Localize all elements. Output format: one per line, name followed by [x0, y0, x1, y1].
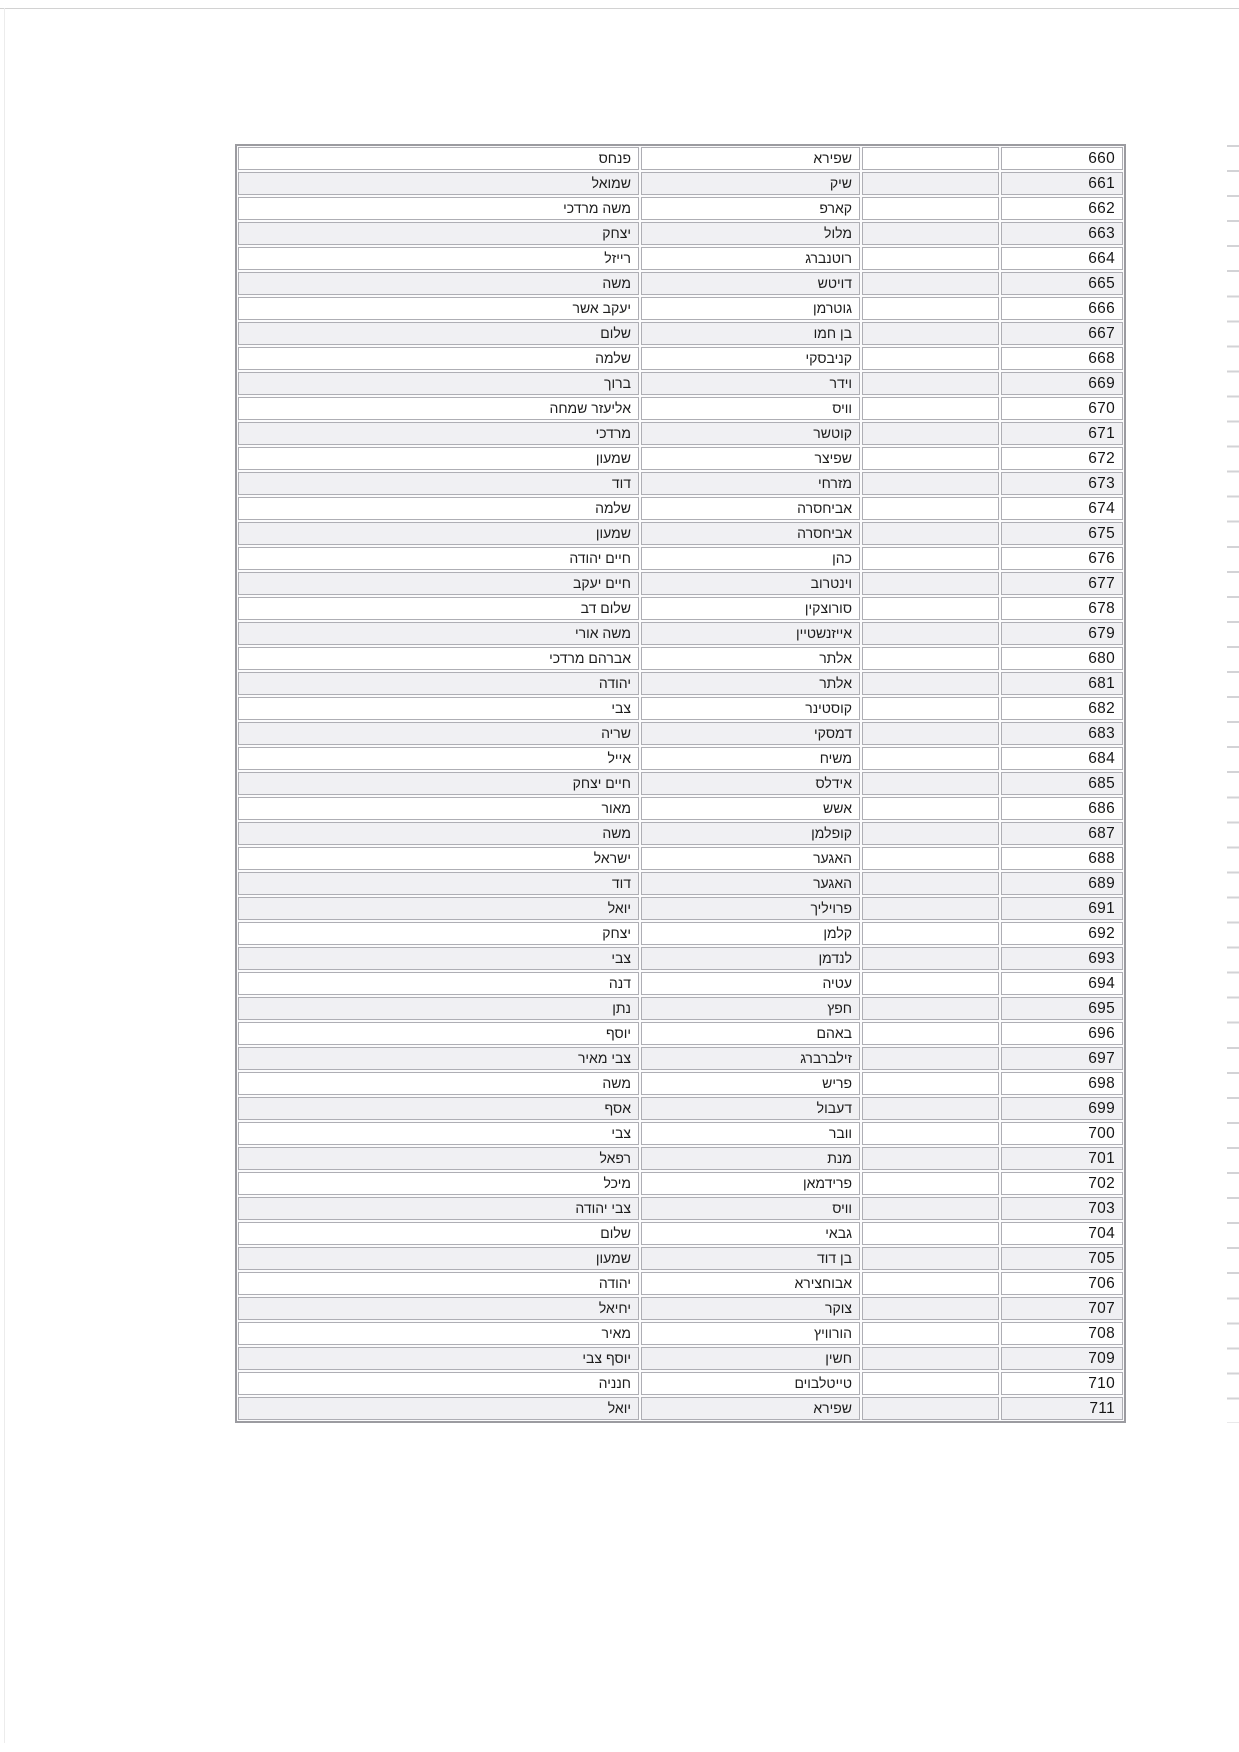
row-number-cell: 679: [1001, 622, 1123, 645]
row-first-name-cell: שלמה: [238, 347, 639, 370]
row-surname-cell: וובר: [641, 1122, 860, 1145]
row-first-name-cell: אברהם מרדכי: [238, 647, 639, 670]
row-first-name-cell: חנניה: [238, 1372, 639, 1395]
table-row: [238, 297, 1123, 320]
row-number-cell: 707: [1001, 1297, 1123, 1320]
row-number-cell: 705: [1001, 1247, 1123, 1270]
table-row: [238, 397, 1123, 420]
row-blank-cell: [862, 1347, 999, 1370]
row-first-name-cell: יחיאל: [238, 1297, 639, 1320]
row-surname-cell: קוסטינר: [641, 697, 860, 720]
table-row: [238, 222, 1123, 245]
row-number-cell: 688: [1001, 847, 1123, 870]
name-roster-table: [236, 145, 1125, 1422]
row-blank-cell: [862, 597, 999, 620]
row-surname-cell: מנת: [641, 1147, 860, 1170]
row-blank-cell: [862, 872, 999, 895]
row-first-name-cell: יצחק: [238, 222, 639, 245]
row-first-name-cell: שמעון: [238, 1247, 639, 1270]
row-blank-cell: [862, 1022, 999, 1045]
row-surname-cell: וינטרוב: [641, 572, 860, 595]
row-first-name-cell: יעקב אשר: [238, 297, 639, 320]
row-number-cell: 710: [1001, 1372, 1123, 1395]
row-blank-cell: [862, 1272, 999, 1295]
row-surname-cell: אביחסרה: [641, 522, 860, 545]
row-first-name-cell: יצחק: [238, 922, 639, 945]
table-row: [238, 1072, 1123, 1095]
row-first-name-cell: מרדכי: [238, 422, 639, 445]
table-row: [238, 1047, 1123, 1070]
row-surname-cell: קלמן: [641, 922, 860, 945]
row-blank-cell: [862, 422, 999, 445]
row-blank-cell: [862, 272, 999, 295]
row-number-cell: 701: [1001, 1147, 1123, 1170]
table-row: [238, 172, 1123, 195]
row-blank-cell: [862, 1297, 999, 1320]
row-first-name-cell: יואל: [238, 1397, 639, 1420]
row-surname-cell: זילברברג: [641, 1047, 860, 1070]
row-number-cell: 676: [1001, 547, 1123, 570]
row-blank-cell: [862, 572, 999, 595]
row-blank-cell: [862, 247, 999, 270]
row-surname-cell: גבאי: [641, 1222, 860, 1245]
table-row: [238, 1222, 1123, 1245]
row-first-name-cell: אליעזר שמחה: [238, 397, 639, 420]
row-surname-cell: שפיצר: [641, 447, 860, 470]
row-blank-cell: [862, 222, 999, 245]
row-blank-cell: [862, 847, 999, 870]
row-first-name-cell: צבי יהודה: [238, 1197, 639, 1220]
row-first-name-cell: מאור: [238, 797, 639, 820]
row-number-cell: 686: [1001, 797, 1123, 820]
row-surname-cell: אבוחצירא: [641, 1272, 860, 1295]
row-first-name-cell: דוד: [238, 872, 639, 895]
row-blank-cell: [862, 647, 999, 670]
row-surname-cell: דויטש: [641, 272, 860, 295]
row-surname-cell: דעבול: [641, 1097, 860, 1120]
scan-artifact-left-edge: [4, 8, 5, 1743]
row-blank-cell: [862, 947, 999, 970]
row-number-cell: 681: [1001, 672, 1123, 695]
row-number-cell: 711: [1001, 1397, 1123, 1420]
row-number-cell: 661: [1001, 172, 1123, 195]
row-first-name-cell: מיכל: [238, 1172, 639, 1195]
table-row: [238, 522, 1123, 545]
table-row: [238, 922, 1123, 945]
row-first-name-cell: יוסף צבי: [238, 1347, 639, 1370]
row-number-cell: 666: [1001, 297, 1123, 320]
row-surname-cell: האגער: [641, 847, 860, 870]
row-first-name-cell: ישראל: [238, 847, 639, 870]
table-row: [238, 447, 1123, 470]
row-number-cell: 704: [1001, 1222, 1123, 1245]
scan-artifact-top-edge: [0, 8, 1239, 9]
row-blank-cell: [862, 1372, 999, 1395]
row-number-cell: 673: [1001, 472, 1123, 495]
table-row: [238, 472, 1123, 495]
roster-table-body: [238, 147, 1123, 1420]
row-surname-cell: אשש: [641, 797, 860, 820]
row-surname-cell: הורוויץ: [641, 1322, 860, 1345]
row-blank-cell: [862, 197, 999, 220]
row-first-name-cell: ברוך: [238, 372, 639, 395]
row-blank-cell: [862, 297, 999, 320]
table-row: [238, 1122, 1123, 1145]
row-number-cell: 700: [1001, 1122, 1123, 1145]
row-first-name-cell: חיים יצחק: [238, 772, 639, 795]
row-number-cell: 691: [1001, 897, 1123, 920]
table-row: [238, 722, 1123, 745]
row-number-cell: 698: [1001, 1072, 1123, 1095]
row-number-cell: 668: [1001, 347, 1123, 370]
row-blank-cell: [862, 372, 999, 395]
table-row: [238, 147, 1123, 170]
table-row: [238, 1147, 1123, 1170]
row-number-cell: 675: [1001, 522, 1123, 545]
row-number-cell: 709: [1001, 1347, 1123, 1370]
table-row: [238, 947, 1123, 970]
row-number-cell: 674: [1001, 497, 1123, 520]
table-row: [238, 972, 1123, 995]
row-surname-cell: חפץ: [641, 997, 860, 1020]
row-blank-cell: [862, 1222, 999, 1245]
row-surname-cell: וידר: [641, 372, 860, 395]
table-row: [238, 1322, 1123, 1345]
row-surname-cell: אייזנשטיין: [641, 622, 860, 645]
table-row: [238, 847, 1123, 870]
row-surname-cell: בן חמו: [641, 322, 860, 345]
row-first-name-cell: דוד: [238, 472, 639, 495]
row-blank-cell: [862, 497, 999, 520]
row-blank-cell: [862, 547, 999, 570]
row-blank-cell: [862, 1172, 999, 1195]
row-surname-cell: חשין: [641, 1347, 860, 1370]
row-blank-cell: [862, 797, 999, 820]
table-row: [238, 797, 1123, 820]
row-blank-cell: [862, 897, 999, 920]
row-surname-cell: פריש: [641, 1072, 860, 1095]
table-row: [238, 672, 1123, 695]
row-surname-cell: כהן: [641, 547, 860, 570]
row-blank-cell: [862, 822, 999, 845]
table-row: [238, 572, 1123, 595]
row-first-name-cell: נתן: [238, 997, 639, 1020]
row-surname-cell: באהם: [641, 1022, 860, 1045]
row-blank-cell: [862, 447, 999, 470]
row-blank-cell: [862, 472, 999, 495]
table-row: [238, 197, 1123, 220]
row-first-name-cell: שלום דב: [238, 597, 639, 620]
table-row: [238, 1197, 1123, 1220]
row-number-cell: 689: [1001, 872, 1123, 895]
row-first-name-cell: יואל: [238, 897, 639, 920]
row-surname-cell: עטיה: [641, 972, 860, 995]
row-surname-cell: לנדמן: [641, 947, 860, 970]
row-blank-cell: [862, 1097, 999, 1120]
row-blank-cell: [862, 922, 999, 945]
row-surname-cell: צוקר: [641, 1297, 860, 1320]
row-first-name-cell: שמעון: [238, 447, 639, 470]
row-surname-cell: שפירא: [641, 1397, 860, 1420]
table-row: [238, 872, 1123, 895]
table-row: [238, 372, 1123, 395]
row-blank-cell: [862, 997, 999, 1020]
row-blank-cell: [862, 622, 999, 645]
table-row: [238, 647, 1123, 670]
row-first-name-cell: שריה: [238, 722, 639, 745]
row-number-cell: 669: [1001, 372, 1123, 395]
row-surname-cell: דמסקי: [641, 722, 860, 745]
row-surname-cell: בן דוד: [641, 1247, 860, 1270]
row-number-cell: 696: [1001, 1022, 1123, 1045]
row-blank-cell: [862, 322, 999, 345]
row-first-name-cell: צבי: [238, 947, 639, 970]
row-surname-cell: שיק: [641, 172, 860, 195]
row-first-name-cell: חיים יעקב: [238, 572, 639, 595]
row-number-cell: 678: [1001, 597, 1123, 620]
row-surname-cell: קארפ: [641, 197, 860, 220]
row-surname-cell: פרויליך: [641, 897, 860, 920]
row-first-name-cell: צבי: [238, 697, 639, 720]
row-number-cell: 693: [1001, 947, 1123, 970]
row-number-cell: 697: [1001, 1047, 1123, 1070]
row-first-name-cell: יוסף: [238, 1022, 639, 1045]
row-surname-cell: אידלס: [641, 772, 860, 795]
table-row: [238, 772, 1123, 795]
row-blank-cell: [862, 747, 999, 770]
row-blank-cell: [862, 972, 999, 995]
table-row: [238, 1372, 1123, 1395]
row-blank-cell: [862, 1147, 999, 1170]
row-first-name-cell: יהודה: [238, 672, 639, 695]
row-first-name-cell: שלום: [238, 1222, 639, 1245]
row-number-cell: 670: [1001, 397, 1123, 420]
row-number-cell: 692: [1001, 922, 1123, 945]
row-number-cell: 660: [1001, 147, 1123, 170]
row-number-cell: 665: [1001, 272, 1123, 295]
row-number-cell: 682: [1001, 697, 1123, 720]
table-row: [238, 547, 1123, 570]
row-number-cell: 677: [1001, 572, 1123, 595]
row-first-name-cell: שמואל: [238, 172, 639, 195]
row-surname-cell: וויס: [641, 397, 860, 420]
table-row: [238, 1022, 1123, 1045]
row-number-cell: 684: [1001, 747, 1123, 770]
row-first-name-cell: משה אורי: [238, 622, 639, 645]
table-row: [238, 1297, 1123, 1320]
table-row: [238, 1247, 1123, 1270]
row-surname-cell: קוטשר: [641, 422, 860, 445]
row-surname-cell: האגער: [641, 872, 860, 895]
row-blank-cell: [862, 147, 999, 170]
row-number-cell: 708: [1001, 1322, 1123, 1345]
table-row: [238, 822, 1123, 845]
table-row: [238, 747, 1123, 770]
row-number-cell: 694: [1001, 972, 1123, 995]
table-row: [238, 997, 1123, 1020]
table-row: [238, 272, 1123, 295]
row-surname-cell: אלתר: [641, 672, 860, 695]
table-row: [238, 322, 1123, 345]
row-surname-cell: קניבסקי: [641, 347, 860, 370]
row-first-name-cell: מאיר: [238, 1322, 639, 1345]
row-first-name-cell: משה מרדכי: [238, 197, 639, 220]
row-number-cell: 663: [1001, 222, 1123, 245]
row-first-name-cell: אסף: [238, 1097, 639, 1120]
row-number-cell: 699: [1001, 1097, 1123, 1120]
row-blank-cell: [862, 772, 999, 795]
row-first-name-cell: שמעון: [238, 522, 639, 545]
row-number-cell: 672: [1001, 447, 1123, 470]
row-surname-cell: משיח: [641, 747, 860, 770]
row-first-name-cell: שלמה: [238, 497, 639, 520]
scan-artifact-right-edge: [1227, 145, 1239, 1423]
row-first-name-cell: משה: [238, 1072, 639, 1095]
row-surname-cell: סורוצקין: [641, 597, 860, 620]
row-first-name-cell: דנה: [238, 972, 639, 995]
row-surname-cell: קופלמן: [641, 822, 860, 845]
row-first-name-cell: משה: [238, 822, 639, 845]
row-blank-cell: [862, 172, 999, 195]
row-first-name-cell: משה: [238, 272, 639, 295]
row-first-name-cell: שלום: [238, 322, 639, 345]
row-first-name-cell: רייזל: [238, 247, 639, 270]
row-blank-cell: [862, 672, 999, 695]
row-blank-cell: [862, 722, 999, 745]
table-row: [238, 1347, 1123, 1370]
row-blank-cell: [862, 1322, 999, 1345]
table-row: [238, 697, 1123, 720]
row-number-cell: 671: [1001, 422, 1123, 445]
table-row: [238, 1272, 1123, 1295]
table-row: [238, 497, 1123, 520]
row-number-cell: 706: [1001, 1272, 1123, 1295]
row-blank-cell: [862, 1247, 999, 1270]
row-blank-cell: [862, 347, 999, 370]
row-surname-cell: גוטרמן: [641, 297, 860, 320]
row-blank-cell: [862, 1072, 999, 1095]
row-surname-cell: אלתר: [641, 647, 860, 670]
table-row: [238, 1397, 1123, 1420]
row-surname-cell: טייטלבוים: [641, 1372, 860, 1395]
row-blank-cell: [862, 522, 999, 545]
row-blank-cell: [862, 1122, 999, 1145]
table-row: [238, 422, 1123, 445]
row-surname-cell: וויס: [641, 1197, 860, 1220]
row-surname-cell: רוטנברג: [641, 247, 860, 270]
row-blank-cell: [862, 1197, 999, 1220]
row-number-cell: 685: [1001, 772, 1123, 795]
table-row: [238, 1097, 1123, 1120]
row-blank-cell: [862, 1047, 999, 1070]
row-number-cell: 683: [1001, 722, 1123, 745]
row-number-cell: 703: [1001, 1197, 1123, 1220]
table-row: [238, 247, 1123, 270]
row-first-name-cell: חיים יהודה: [238, 547, 639, 570]
row-first-name-cell: צבי: [238, 1122, 639, 1145]
row-blank-cell: [862, 697, 999, 720]
row-first-name-cell: יהודה: [238, 1272, 639, 1295]
row-number-cell: 662: [1001, 197, 1123, 220]
row-blank-cell: [862, 397, 999, 420]
row-surname-cell: אביחסרה: [641, 497, 860, 520]
table-row: [238, 347, 1123, 370]
row-first-name-cell: צבי מאיר: [238, 1047, 639, 1070]
row-first-name-cell: רפאל: [238, 1147, 639, 1170]
row-first-name-cell: אייל: [238, 747, 639, 770]
row-number-cell: 687: [1001, 822, 1123, 845]
table-row: [238, 897, 1123, 920]
row-surname-cell: שפירא: [641, 147, 860, 170]
row-number-cell: 702: [1001, 1172, 1123, 1195]
table-row: [238, 1172, 1123, 1195]
row-surname-cell: מזרחי: [641, 472, 860, 495]
row-surname-cell: פרידמאן: [641, 1172, 860, 1195]
row-number-cell: 695: [1001, 997, 1123, 1020]
row-surname-cell: מלול: [641, 222, 860, 245]
row-number-cell: 667: [1001, 322, 1123, 345]
row-number-cell: 664: [1001, 247, 1123, 270]
row-first-name-cell: פנחס: [238, 147, 639, 170]
row-number-cell: 680: [1001, 647, 1123, 670]
table-row: [238, 597, 1123, 620]
row-blank-cell: [862, 1397, 999, 1420]
table-row: [238, 622, 1123, 645]
